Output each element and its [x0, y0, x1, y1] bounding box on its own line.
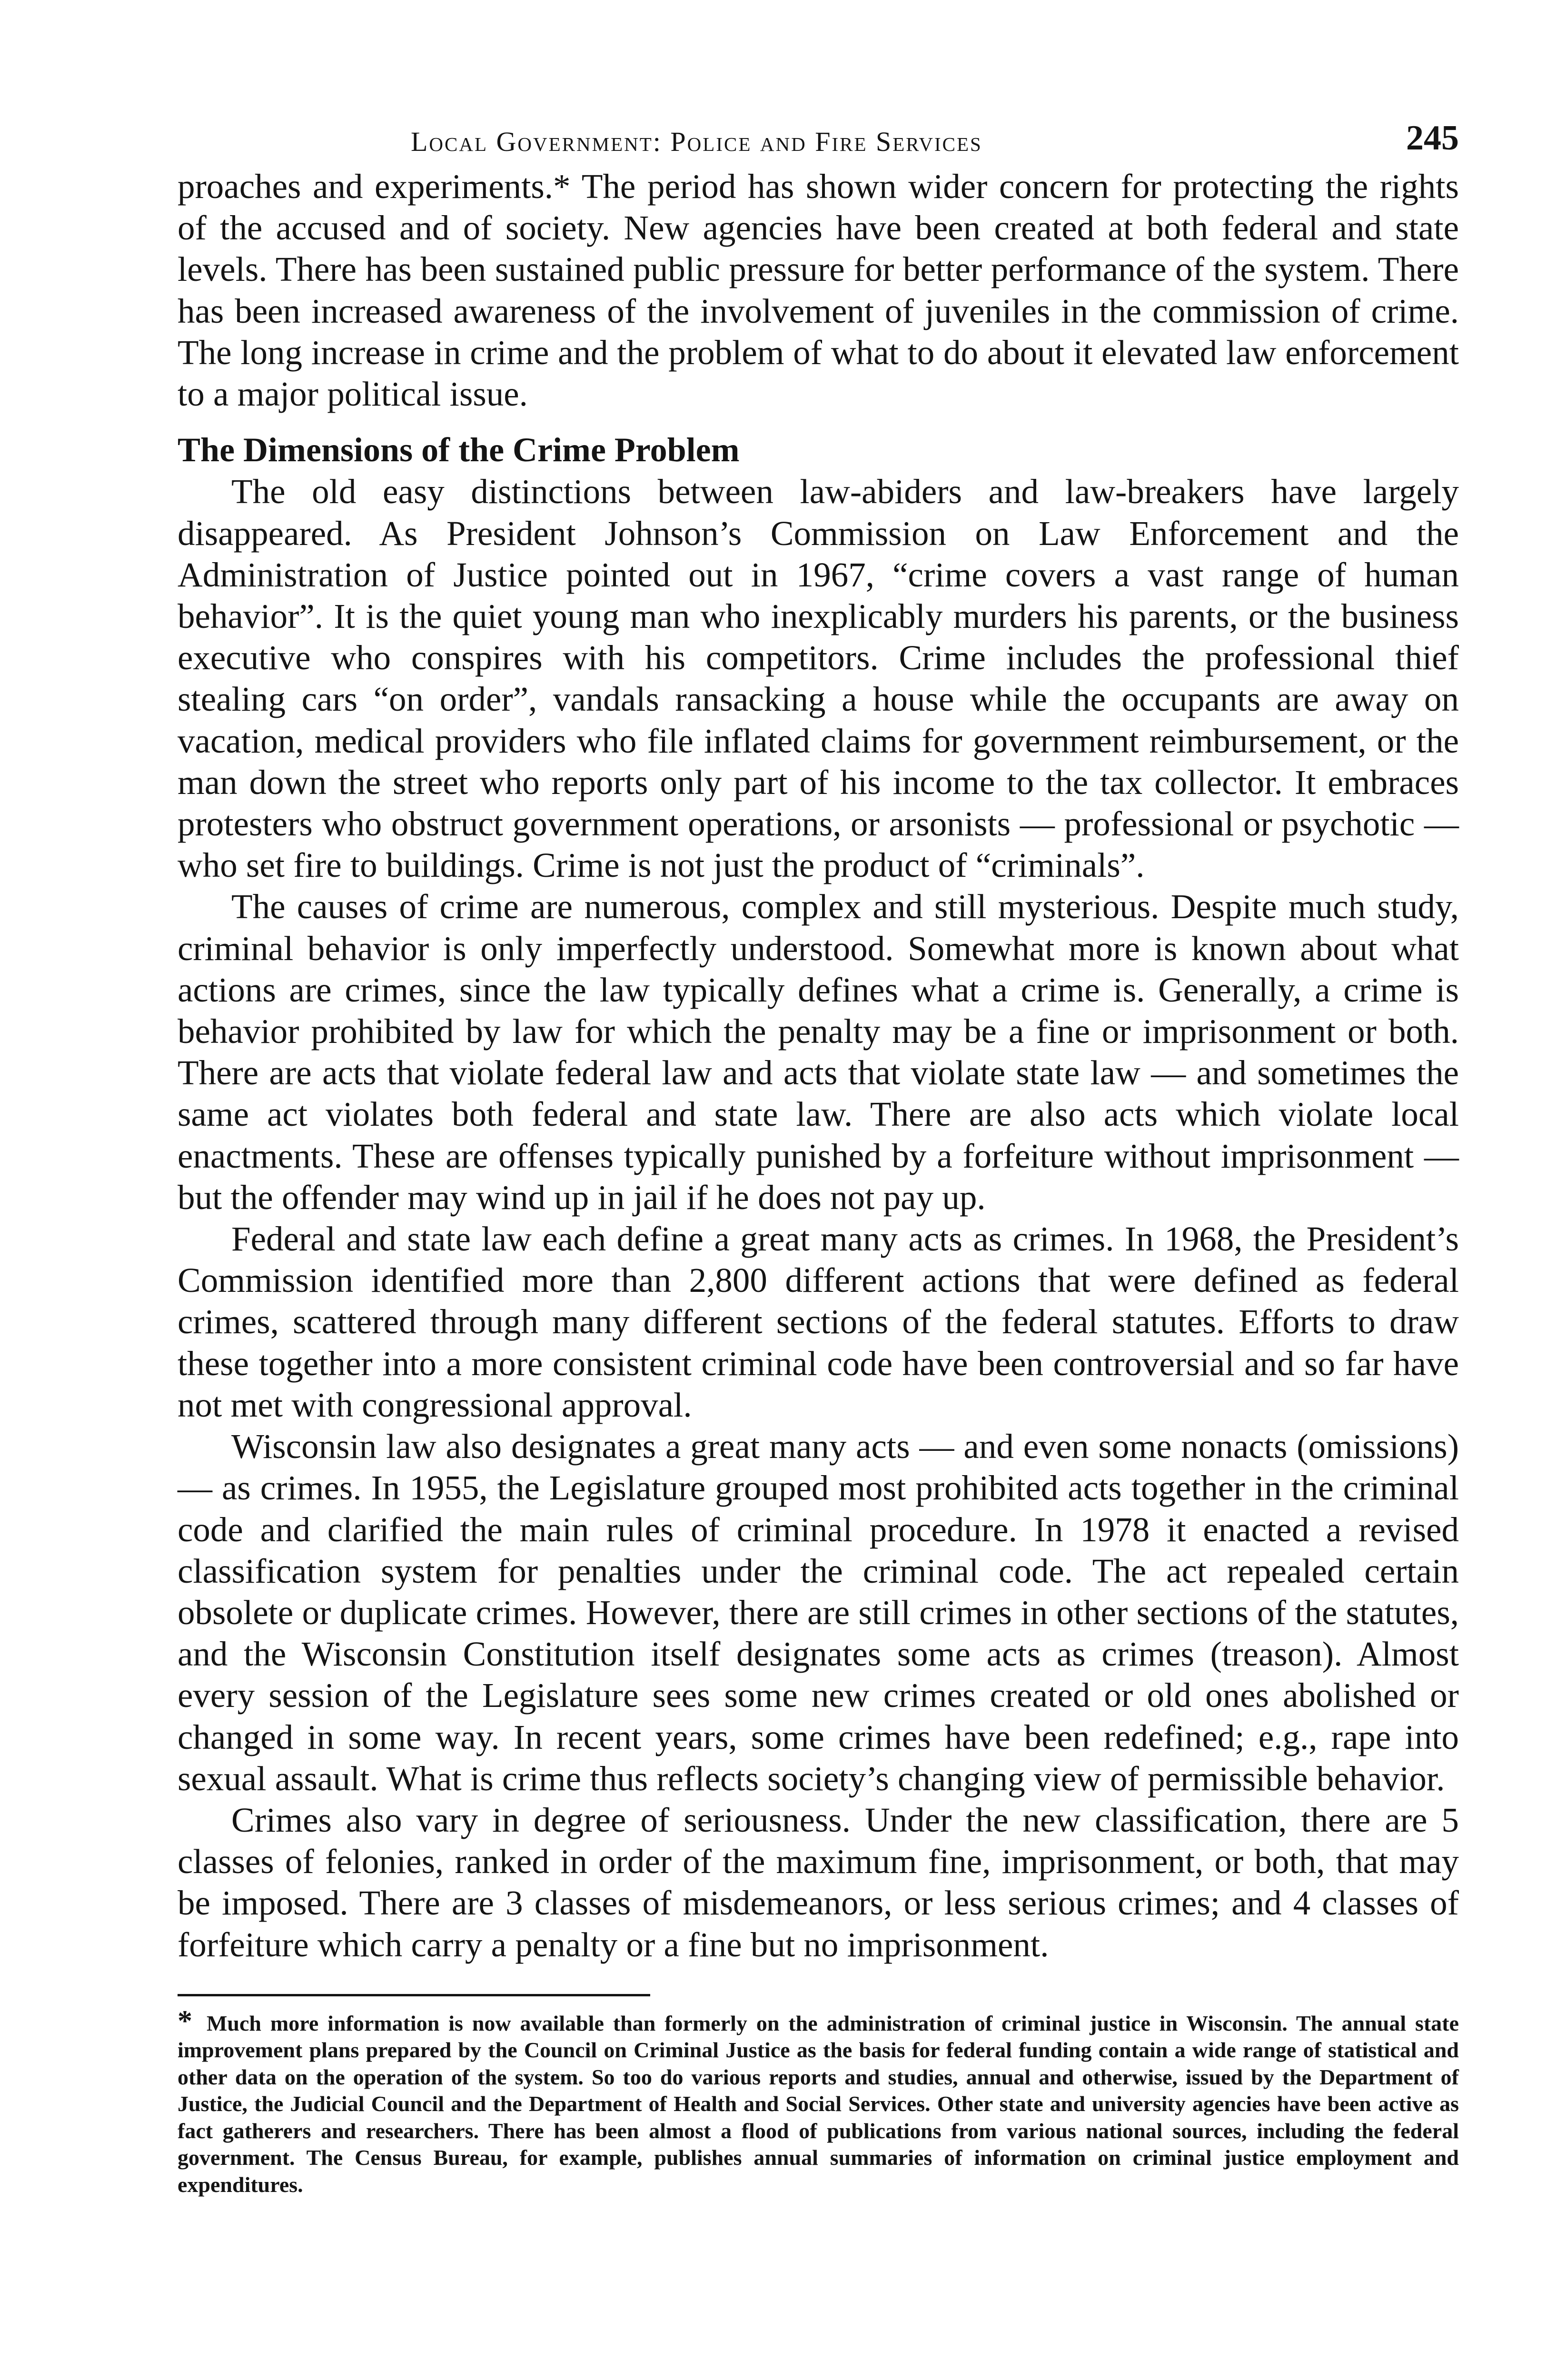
running-title: Local Government: Police and Fire Services	[411, 126, 982, 157]
footnote-divider	[178, 1994, 650, 1996]
page-number: 245	[1406, 119, 1459, 158]
paragraph-wisconsin-law: Wisconsin law also designates a great many acts — and even some nonacts (omissions) — as crimes. In 1955, the Legislature grouped most prohibited acts together in the criminal code and clarified the main rules of criminal procedure. In 1978 it enacted a revised classification system for penalties under the criminal code. The act repealed certain obsolete or duplicate crimes. However, there are still crimes in other sections of the statutes, and the Wisconsin Constitution itself designates some acts as crimes (treason). Almost every session of the Legislature sees some new crimes created or old ones abolished or changed in some way. In recent years, some crimes have been redefined; e.g., rape into sexual assault. What is crime thus reflects society’s changing view of permissible behavior.	[178, 1427, 1459, 1798]
paragraph-crime-distinctions: The old easy distinctions between law-abiders and law-breakers have largely disappeared. As President Johnson’s Commission on Law Enforcement and the Administration of Justice pointed out in 1967, “crime covers a vast range of human behavior”. It is the quiet young man who inexplicably murders his parents, or the business executive who conspires with his competitors. Crime includes the professional thief stealing cars “on order”, vandals ransacking a house while the occupants are away on vacation, medical providers who file inflated claims for government reimbursement, or the man down the street who reports only part of his income to the tax collector. It embraces protesters who obstruct government operations, or arsonists — professional or psychotic — who set fire to buildings. Crime is not just the product of “criminals”.	[178, 472, 1459, 885]
paragraph-federal-state-law: Federal and state law each define a great many acts as crimes. In 1968, the President’s Commission identified more than 2,800 different actions that were defined as federal crimes, scattered through many different sections of the federal statutes. Efforts to draw these together into a more consistent criminal code have been controversial and so far have not met with congressional approval.	[178, 1220, 1459, 1424]
footnote-marker: *	[178, 2004, 192, 2037]
page	[178, 109, 1459, 2198]
body-text	[178, 166, 1459, 1965]
footnote	[178, 2004, 1459, 2199]
footnote-text: Much more information is now available than formerly on the administration of criminal justice in Wisconsin. The annual state improvement plans prepared by the Council on Criminal Justice as the basis for federal funding contain a wide range of statistical and other data on the operation of the system. So too do various reports and studies, annual and otherwise, issued by the Department of Justice, the Judicial Council and the Department of Health and Social Services. Other state and university agencies have been active as fact gatherers and researchers. There has been almost a flood of publications from various national sources, including the federal government. The Census Bureau, for example, publishes annual summaries of information on criminal justice employment and expenditures.	[178, 2011, 1459, 2197]
paragraph-continued: proaches and experiments.* The period has shown wider concern for protecting the rights of the accused and of society. New agencies have been created at both federal and state levels. There has been sustained public pressure for better performance of the system. There has been increased awareness of the involvement of juveniles in the commission of crime. The long increase in crime and the problem of what to do about it elevated law enforcement to a major political issue.	[178, 167, 1459, 414]
paragraph-crime-seriousness: Crimes also vary in degree of seriousness. Under the new classification, there are 5 classes of felonies, ranked in order of the maximum fine, imprisonment, or both, that may be imposed. There are 3 classes of misdemeanors, or less serious crimes; and 4 classes of forfeiture which carry a penalty or a fine but no imprisonment.	[178, 1800, 1459, 1964]
section-heading: The Dimensions of the Crime Problem	[178, 431, 740, 469]
running-head	[178, 109, 1459, 162]
paragraph-crime-causes: The causes of crime are numerous, complex and still mysterious. Despite much study, criminal behavior is only imperfectly understood. Somewhat more is known about what actions are crimes, since the law typically defines what a crime is. Generally, a crime is behavior prohibited by law for which the penalty may be a fine or imprisonment or both. There are acts that violate federal law and acts that violate state law — and sometimes the same act violates both federal and state law. There are also acts which violate local enactments. These are offenses typically punished by a forfeiture without imprisonment — but the offender may wind up in jail if he does not pay up.	[178, 887, 1459, 1217]
